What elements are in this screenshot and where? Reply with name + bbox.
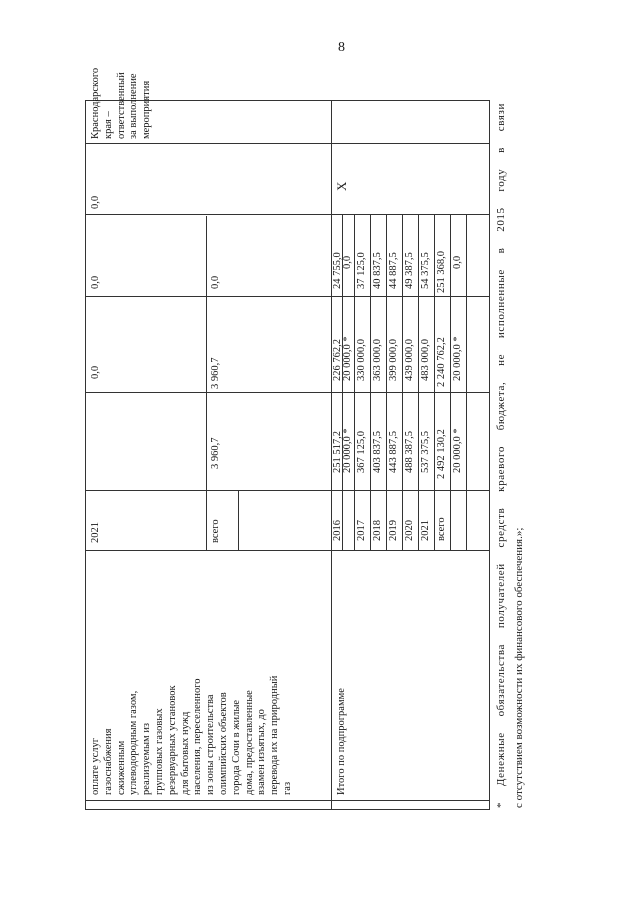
totals-value: 251 517,2	[332, 431, 343, 473]
totals-value: 2 492 130,2	[436, 429, 447, 479]
totals-value: 20 000,0 *	[452, 428, 463, 473]
totals-value: 49 387,5	[404, 252, 415, 289]
total-label: всего	[210, 519, 221, 543]
year-cell: 2021	[90, 522, 101, 543]
totals-value: 54 375,5	[420, 252, 431, 289]
measure-description: оплате услуг газоснабжения сжиженным углеводородным газом, реализуемым из групповых газовых резервуарных установок для бытовых нужд населения, переселенного из зоны строительства олимпийских объектов города Сочи в жилые дома, предоставленные взамен изъятых, до перевода их на природный газ	[90, 675, 293, 795]
totals-value: 40 837,5	[372, 252, 383, 289]
totals-value: 367 125,0	[356, 431, 367, 473]
totals-year: всего	[436, 517, 447, 541]
footnote: * Денежные обязательства получателей средств краевого бюджета, не исполненные в 2015 году в связи с отсутствием возможности их финансового обеспечения.»;	[495, 103, 525, 808]
totals-value: 0,0	[452, 255, 463, 269]
totals-value: 24 755,0	[332, 252, 343, 289]
value-cell: 0,0	[210, 275, 221, 289]
totals-year: 2020	[404, 520, 415, 541]
responsible-executor: Краснодарского края – ответственный за выполнение мероприятия	[90, 67, 153, 139]
totals-value: 403 837,5	[372, 431, 383, 473]
totals-value: 20 000,0 *	[342, 428, 353, 473]
value-cell: 3 960,7	[210, 437, 221, 469]
totals-value: 488 387,5	[404, 431, 415, 473]
program-table	[85, 67, 490, 810]
totals-year: 2018	[372, 520, 383, 541]
page-number: 8	[338, 40, 345, 55]
x-mark: X	[334, 181, 349, 191]
totals-value: 330 000,0	[356, 339, 367, 381]
value-cell: 3 960,7	[210, 357, 221, 389]
totals-value: 537 375,5	[420, 431, 431, 473]
totals-value: 226 762,2	[332, 339, 343, 381]
value-cell: 0,0	[90, 195, 101, 209]
totals-value: 251 368,0	[436, 251, 447, 293]
totals-label: Итого по подпрограмме	[336, 688, 347, 795]
value-cell: 0,0	[90, 365, 101, 379]
totals-value: 363 000,0	[372, 339, 383, 381]
totals-year: 2017	[356, 520, 367, 541]
totals-value: 20 000,0 *	[452, 336, 463, 381]
totals-value: 37 125,0	[356, 252, 367, 289]
totals-year: 2016	[332, 520, 343, 541]
totals-value: 0,0	[342, 255, 353, 269]
totals-value: 399 000,0	[388, 339, 399, 381]
totals-year: 2021	[420, 520, 431, 541]
rotated-page-content	[0, 67, 640, 880]
totals-value: 443 887,5	[388, 431, 399, 473]
totals-value: 483 000,0	[420, 339, 431, 381]
totals-value: 20 000,0 *	[342, 336, 353, 381]
totals-year: 2019	[388, 520, 399, 541]
totals-value: 44 887,5	[388, 252, 399, 289]
value-cell: 0,0	[90, 275, 101, 289]
totals-value: 439 000,0	[404, 339, 415, 381]
totals-value: 2 240 762,2	[436, 337, 447, 387]
